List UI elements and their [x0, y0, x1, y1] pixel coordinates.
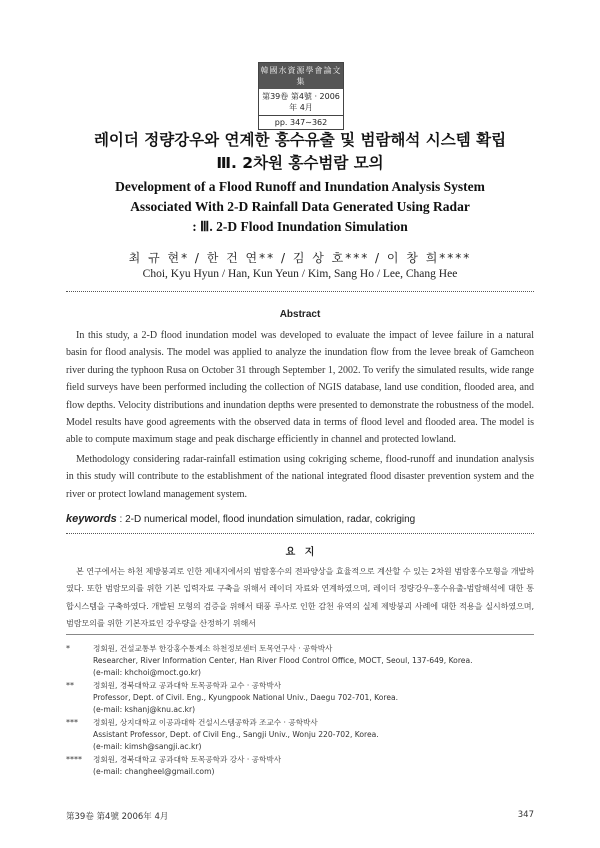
footnote-korean: 정회원, 상지대학교 이공과대학 건설시스템공학과 조교수 · 공학박사: [93, 718, 318, 727]
divider: [66, 533, 534, 534]
page-number: 347: [517, 810, 534, 820]
footnote-english: Assistant Professor, Dept. of Civil Eng., Sangji Univ., Wonju 220-702, Korea.: [93, 730, 379, 739]
journal-pages: pp. 347∼362: [274, 118, 328, 127]
title-english-line3: : Ⅲ. 2-D Flood Inundation Simulation: [192, 219, 408, 234]
footnote-email: (e-mail: kshanj@knu.ac.kr): [93, 705, 196, 714]
divider: [66, 291, 534, 292]
keywords: [66, 513, 534, 525]
authors-english: Choi, Kyu Hyun / Han, Kun Yeun / Kim, Sang Ho / Lee, Chang Hee: [142, 268, 458, 280]
footnote-mark: ***: [66, 718, 78, 727]
footnote-email: (e-mail: changheel@gmail.com): [93, 767, 215, 776]
footnote-mark: *: [66, 644, 70, 653]
footnote-mark: **: [66, 681, 74, 690]
keywords-text: : 2-D numerical model, flood inundation simulation, radar, cokriging: [119, 514, 416, 525]
keywords-label: keywords: [66, 513, 117, 525]
footnote-email: (e-mail: kimsh@sangji.ac.kr): [93, 742, 202, 751]
title-english-line1: Development of a Flood Runoff and Inundation Analysis System: [115, 179, 485, 194]
journal-name: 韓國水資源學會論文集: [259, 63, 343, 89]
footnote-english: Researcher, River Information Center, Han River Flood Control Office, MOCT, Seoul, 137-649, Korea.: [93, 656, 473, 665]
title-korean-line2: Ⅲ. 2차원 홍수범람 모의: [216, 154, 384, 172]
footnote-korean: 정회원, 건설교통부 한강홍수통제소 하천정보센터 토목연구사 · 공학박사: [93, 644, 333, 653]
title-english-line2: Associated With 2-D Rainfall Data Generated Using Radar: [130, 199, 470, 214]
abstract-heading: Abstract: [279, 309, 321, 320]
footer-journal-issue: 第39卷 第4號 2006年 4月: [66, 812, 169, 822]
footnote-email: (e-mail: khchoi@moct.go.kr): [93, 668, 202, 677]
abstract-paragraph-1: In this study, a 2-D flood inundation model was developed to evaluate the impact of levee failure in a natural basin for flood analysis. The model was applied to analyze the inundation flow from the levee break of Gamcheon river during the typhoon Rusa on October 31 through September 1, 2002. To verify the simulated results, wide range field surveys have been performed including the collection of NGIS database, land use condition, flooded area, and flow depths. Velocity distributions and inundation depths were presented to demonstrate the robustness of the model. Model results have good agreements with the observed data in terms of flood level and flooded area. The model is able to compute maximum stage and peak discharge efficiently in channel and protected lowland.: [66, 330, 534, 446]
journal-info-box: [258, 62, 344, 130]
footnote-english: Professor, Dept. of Civil. Eng., Kyungpook National Univ., Daegu 702-701, Korea.: [93, 693, 399, 702]
title-korean-line1: 레이더 정량강우와 연계한 홍수유출 및 범람해석 시스템 확립: [93, 131, 507, 149]
footnote-4: [66, 754, 536, 790]
footnote-korean: 정회원, 경북대학교 공과대학 토목공학과 교수 · 공학박사: [93, 681, 282, 690]
summary-text: 본 연구에서는 하천 제방붕괴로 인한 제내지에서의 범람홍수의 전파양상을 효율적으로 계산할 수 있는 2차원 범람홍수모형을 개발하였다. 또한 범람모의를 위한 기본 입력자료 구축을 위해서 레이더 자료와 연계하였으며, 레이더 정량강우-홍수유출-범람해석에 대한 통합시스템을 구축하였다. 개발된 모형의 검증을 위해서 태풍 루사로 인한 감천 유역의 실제 제방붕괴 사례에 대한 적용을 실시하였으며, 범람모의를 위한 기본자료인 강우량을 산정하기 위해서: [66, 566, 534, 628]
summary-heading: 요 지: [285, 547, 315, 558]
footnote-korean: 정회원, 경북대학교 공과대학 토목공학과 강사 · 공학박사: [93, 755, 282, 764]
authors-korean: 최 규 현* / 한 건 연** / 김 상 호*** / 이 창 희****: [128, 251, 472, 265]
abstract-paragraph-2: Methodology considering radar-rainfall estimation using cokriging scheme, flood-runoff and inundation analysis in this study will contribute to the establishment of the national integrated flood disaster prevention system and the river or protect lowland management system.: [66, 454, 534, 500]
footnote-mark: ****: [66, 755, 82, 764]
journal-issue: 第39卷 第4號 · 2006年 4月: [259, 89, 343, 116]
footnote-rule: [66, 634, 534, 635]
